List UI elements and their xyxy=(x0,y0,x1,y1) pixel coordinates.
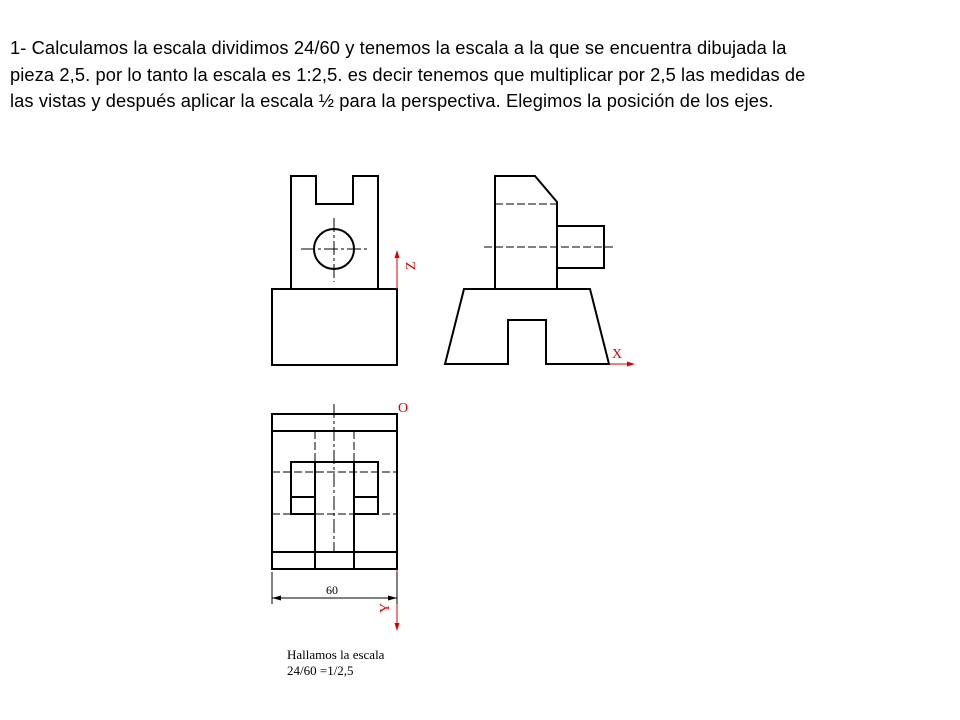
side-view-base xyxy=(445,289,609,364)
scale-note xyxy=(287,647,384,679)
side-view xyxy=(445,176,614,364)
top-view xyxy=(272,404,397,569)
x-axis-label: X xyxy=(612,347,623,362)
front-view xyxy=(272,176,397,365)
y-axis xyxy=(378,401,408,631)
x-axis-arrow-icon xyxy=(627,362,635,367)
scale-note-line-2: 24/60 =1/2,5 xyxy=(287,663,354,678)
x-axis xyxy=(609,347,635,367)
intro-line-1: 1- Calculamos la escala dividimos 24/60 y tenemos la escala a la que se encuentra dibujada la xyxy=(10,37,787,58)
dimension-value: 60 xyxy=(326,583,338,597)
intro-line-2: pieza 2,5. por lo tanto la escala es 1:2,5. es decir tenemos que multiplicar por 2,5 las medidas de xyxy=(10,63,806,85)
top-view-ear-left xyxy=(291,462,315,514)
side-view-upper-body xyxy=(495,176,557,289)
intro-line-3: las vistas y después aplicar la escala ½ para la perspectiva. Elegimos la posición de los ejes. xyxy=(10,90,774,111)
y-axis-arrow-icon xyxy=(395,623,400,631)
top-view-ear-right xyxy=(354,462,378,514)
origin-label: O xyxy=(398,401,409,416)
scale-note-line-1: Hallamos la escala xyxy=(287,647,385,662)
z-axis xyxy=(395,250,420,289)
y-axis-label: Y xyxy=(378,602,393,613)
dimension-arrow-left-icon xyxy=(272,596,281,601)
dimension-60 xyxy=(272,572,397,604)
z-axis-label: Z xyxy=(404,261,419,270)
z-axis-arrow-icon xyxy=(395,250,400,258)
front-view-base xyxy=(272,289,397,365)
dimension-arrow-right-icon xyxy=(388,596,397,601)
